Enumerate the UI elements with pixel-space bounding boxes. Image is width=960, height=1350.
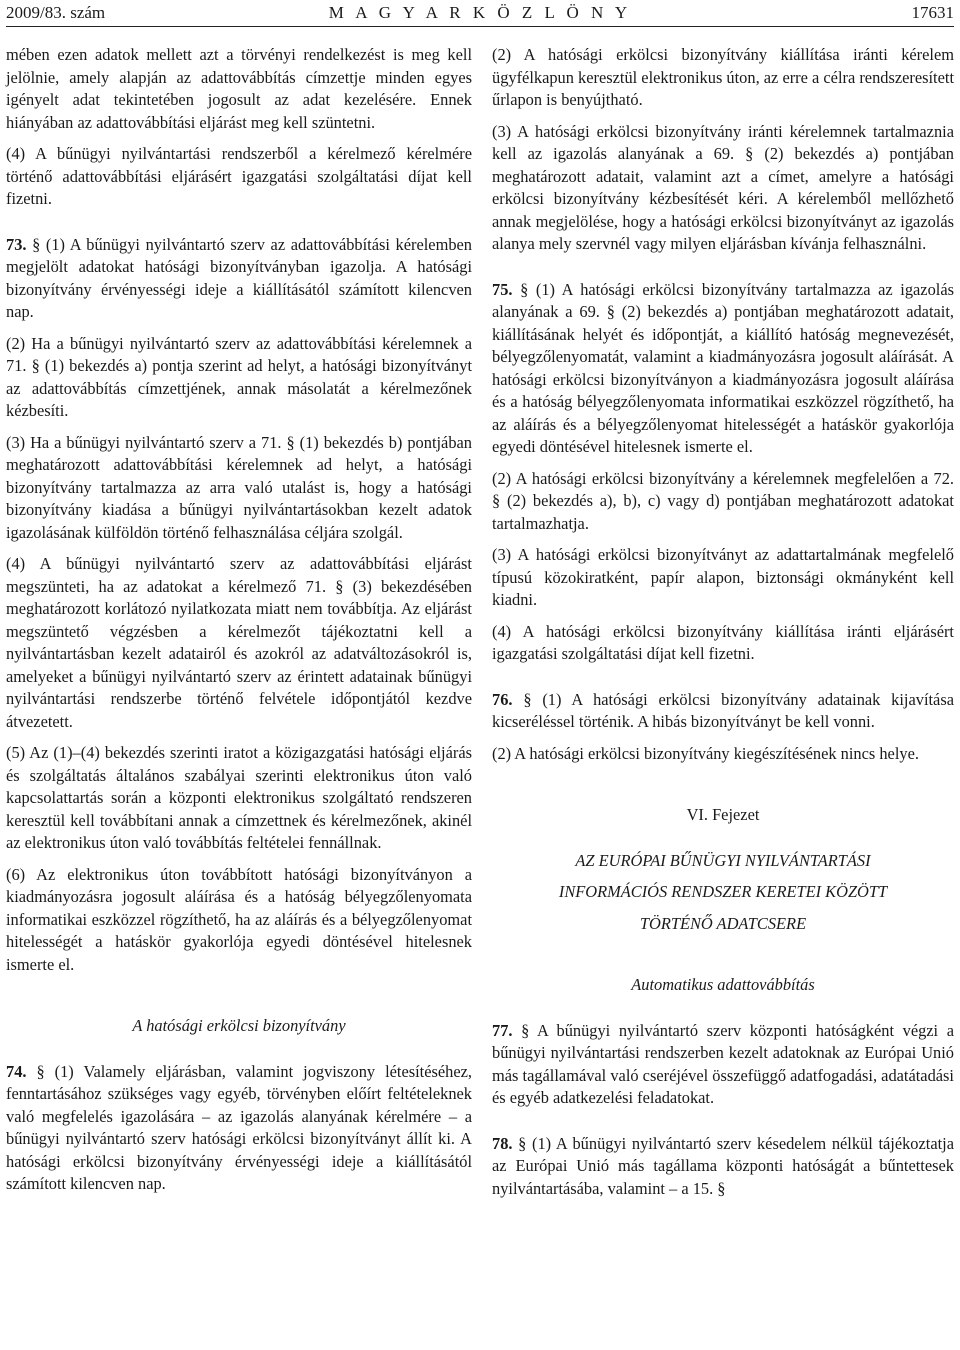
left-column bbox=[6, 44, 472, 1205]
section-76 bbox=[492, 689, 954, 734]
chapter-title-line: INFORMÁCIÓS RENDSZER KERETEI KÖZÖTT bbox=[558, 882, 888, 901]
section-number: 77. bbox=[492, 1020, 513, 1040]
paragraph: (2) A hatósági erkölcsi bizonyítvány kiegészítésének nincs helye. bbox=[492, 743, 919, 763]
section-78 bbox=[492, 1133, 954, 1201]
paragraph: (2) Ha a bűnügyi nyilvántartó szerv az adattovábbítási kérelemnek a 71. § (1) bekezdés a) pontja szerint ad helyt, a hatósági bizonyítványt az adattovábbítás címzettjének, annak másolatát a kérelmezőnek kézbesíti. bbox=[6, 333, 472, 420]
section-74 bbox=[6, 1061, 472, 1196]
paragraph: (5) Az (1)–(4) bekezdés szerinti iratot a közigazgatási hatósági eljárás és szolgáltatás általános szabályai szerinti elektronikus úton való kapcsolattartás során a központi elektronikus szolgáltató rendszeren keresztül kell továbbítani annak a címzettnek és kérelmezőnek, akinél az elektronikus úton való továbbítás feltételei fennállnak. bbox=[6, 743, 472, 852]
paragraph: (6) Az elektronikus úton továbbított hatósági bizonyítványon a kiadmányozásra jogosult aláírása és a hatóság bélyegzőlenyomata informatikai eszközzel rögzíthető, ha az aláírás és a bélyegzőlenyomat hitelességét a hatáskör gyakorlója egyedi döntésével hitelesnek ismerte el. bbox=[6, 864, 472, 974]
paragraph: (3) A hatósági erkölcsi bizonyítvány iránti kérelemnek tartalmaznia kell az igazolás alanyának a 69. § (2) bekezdés a) pontjában meghatározott adatait, valamint azt a címet, amelyre a hatósági erkölcsi bizonyítvány kézbesítését kéri. A kérelemből mellőzhető annak megjelölése, hogy a hatósági erkölcsi bizonyítványt az igazolás alanya mely szervnél vagy milyen eljárásban kívánja felhasználni. bbox=[492, 121, 954, 253]
paragraph: mében ezen adatok mellett azt a törvényi rendelkezést is meg kell jelölnie, amely alapján az adattovábbítás címzettje minden egyes igényelt adat tekintetében jogosult az adat kezelésére. Ennek hiányában az adattovábbítási eljárást meg kell szüntetni. bbox=[6, 45, 472, 132]
chapter-number: VI. Fejezet bbox=[686, 805, 760, 824]
section-text: § A bűnügyi nyilvántartó szerv központi hatóságként végzi a bűnügyi nyilvántartási rendszerben kezelt adatoknak az Európai Unió más tagállamával való cseréjével összefüggő adatfogadási, adatátadási és egyéb adatkezelési feladatokat. bbox=[492, 1020, 954, 1107]
section-text: § (1) Valamely eljárásban, valamint jogviszony létesítéséhez, fenntartásához szükséges vagy egyéb, törvényben előírt feltételeknek való megfelelés igazolására – az igazolás alanyának kérelmére – a bűnügyi nyilvántartó szerv hatósági erkölcsi bizonyítványt állít ki. A hatósági erkölcsi bizonyítvány érvényességi ideje a kiállításától számított kilencven nap. bbox=[6, 1061, 472, 1193]
paragraph: (2) A hatósági erkölcsi bizonyítvány a kérelemnek megfelelően a 72. § (2) bekezdés a), b), c) vagy d) pontjában meghatározott adatokat tartalmazhatja. bbox=[492, 468, 954, 533]
section-number: 78. bbox=[492, 1133, 513, 1153]
section-subtitle: A hatósági erkölcsi bizonyítvány bbox=[132, 1016, 346, 1035]
paragraph: (4) A bűnügyi nyilvántartó szerv az adattovábbítási eljárást megszünteti, ha az adatokat a kérelmező 71. § (3) bekezdésében meghatározott korlátozó nyilatkozata miatt nem továbbítja. Az eljárást megszüntető végzésben a kérelmezőt tájékoztatni kell a nyilvántartásban kezelt adatairól és azokról az adatváltozásokról is, amelyeket a bűnügyi nyilvántartó szerv az érintett adatainak bűnügyi nyilvántartási rendszerbe történő felvétele időpontjától kezdve átvezetett. bbox=[6, 554, 472, 731]
section-number: 74. bbox=[6, 1061, 27, 1081]
page-number: 17631 bbox=[911, 3, 954, 22]
paragraph: (3) A hatósági erkölcsi bizonyítványt az adattartalmának megfelelő típusú közokiratként, papír alapon, biztonsági okmányként kell kiadni. bbox=[492, 545, 954, 609]
section-text: § (1) A hatósági erkölcsi bizonyítvány tartalmazza az igazolás alanyának a 69. § (2) bekezdés a) pontjában meghatározott adatait, kiállításának helyét és időpontját, a kiállító hatóság megnevezését, bélyegzőlenyomatát, valamint a kiadmányozásra jogosult aláírását. A hatósági erkölcsi bizonyítványon a kiadmányozásra jogosult aláírása és a hatóság bélyegzőlenyomata informatikai eszközzel rögzíthető, ha az aláírás és a bélyegzőlenyomat hitelességét a hatáskör gyakorlója egyedi döntésével hitelesnek ismerte el. bbox=[492, 279, 954, 456]
section-subtitle: Automatikus adattovábbítás bbox=[631, 975, 815, 994]
section-text: § (1) A bűnügyi nyilvántartó szerv késedelem nélkül tájékoztatja az Európai Unió más tagállama központi hatóságát a bűntettesek nyilvántartásába, valamint – a 15. § bbox=[492, 1133, 954, 1198]
chapter-title-line: TÖRTÉNŐ ADATCSERE bbox=[639, 913, 807, 933]
page-header bbox=[6, 0, 954, 27]
section-text: § (1) A bűnügyi nyilvántartó szerv az adattovábbítási kérelemben megjelölt adatokat hatósági bizonyítványban igazolja. A hatósági bizonyítvány érvényességi ideje a kiállításától számított kilencven nap. bbox=[6, 234, 472, 321]
paragraph: (2) A hatósági erkölcsi bizonyítvány kiállítása iránti kérelem ügyfélkapun keresztül elektronikus úton, az erre a célra rendszeresített űrlapon is benyújtható. bbox=[492, 45, 954, 109]
section-77 bbox=[492, 1020, 954, 1110]
journal-title: M A G Y A R K Ö Z L Ö N Y bbox=[328, 3, 632, 22]
issue-number: 2009/83. szám bbox=[6, 3, 106, 22]
section-number: 75. bbox=[492, 279, 513, 299]
section-number: 73. bbox=[6, 234, 27, 254]
paragraph: (3) Ha a bűnügyi nyilvántartó szerv a 71. § (1) bekezdés b) pontjában meghatározott adattovábbítási kérelemnek ad helyt, a hatósági bizonyítvány tartalmazza az arra való utalást is, hogy a hatósági bizonyítvány kiadása a bűnügyi nyilvántartásokban kezelt adatok igazolásának külföldön történő felhasználása céljára szolgál. bbox=[6, 432, 472, 542]
section-number: 76. bbox=[492, 689, 513, 709]
paragraph: (4) A bűnügyi nyilvántartási rendszerből a kérelmező kérelmére történő adattovábbítási eljárásért igazgatási szolgáltatási díjat kell fizetni. bbox=[6, 144, 472, 208]
paragraph: (4) A hatósági erkölcsi bizonyítvány kiállítása iránti eljárásért igazgatási szolgáltatási díjat kell fizetni. bbox=[492, 621, 954, 663]
right-column bbox=[492, 44, 954, 1209]
section-73 bbox=[6, 234, 472, 324]
section-text: § (1) A hatósági erkölcsi bizonyítvány adatainak kijavítása kicseréléssel történik. A hibás bizonyítványt be kell vonni. bbox=[492, 689, 954, 731]
section-75 bbox=[492, 279, 954, 459]
chapter-title-line: AZ EURÓPAI BŰNÜGYI NYILVÁNTARTÁSI bbox=[575, 850, 871, 870]
